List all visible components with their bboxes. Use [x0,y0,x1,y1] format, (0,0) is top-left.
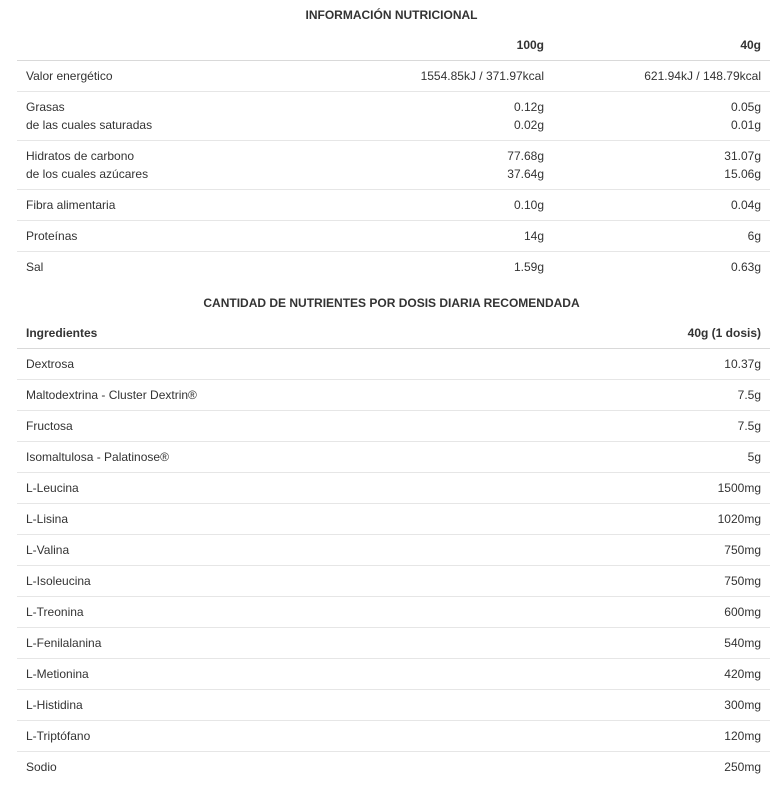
value-100g: 0.02g [513,118,544,132]
ingredient-name: L-Fenilalanina [17,628,525,659]
nutrient-name: Hidratos de carbono [26,149,135,163]
ingredient-name: Fructosa [17,411,525,442]
nutrition-title: INFORMACIÓN NUTRICIONAL [305,8,478,22]
ingredient-amount: 540mg [525,628,770,659]
ingredient-row [17,597,770,628]
ingredient-row [17,659,770,690]
ingredient-name: Maltodextrina - Cluster Dextrin® [17,380,525,411]
ingredient-row [17,349,770,380]
ingredients-header-amount: 40g (1 dosis) [525,318,770,349]
ingredient-name: Sodio [26,760,57,774]
nutrition-header-row [17,30,770,61]
nutrient-name: de las cuales saturadas [26,118,153,132]
ingredient-name: L-Treonina [17,597,525,628]
value-40g-cell [553,190,770,221]
ingredients-header-name: Ingredientes [17,318,525,349]
nutrient-name: Sal [26,260,44,274]
ingredient-amount: 250mg [724,760,761,774]
ingredient-name: Dextrosa [17,349,525,380]
ingredient-amount: 7.5g [525,380,770,411]
value-40g: 31.07g [724,149,761,163]
value-40g-cell [553,141,770,190]
nutrition-row [17,141,770,190]
value-40g-cell [553,221,770,252]
ingredient-row [17,411,770,442]
nutrition-row [17,252,770,283]
ingredient-row [17,380,770,411]
value-40g: 0.63g [730,260,761,274]
value-100g: 0.12g [513,100,544,114]
nutrient-name: Grasas [26,100,65,114]
ingredient-name: L-Leucina [17,473,525,504]
value-40g: 15.06g [724,167,761,181]
ingredient-name: Isomaltulosa - Palatinose® [17,442,525,473]
nutrient-name-cell [17,141,335,190]
nutrient-name-cell [17,221,335,252]
value-100g-cell [335,221,553,252]
nutrition-table [17,30,770,282]
ingredient-row [17,752,770,783]
ingredient-name: L-Lisina [17,504,525,535]
ingredient-name: L-Valina [17,535,525,566]
ingredient-amount: 300mg [525,690,770,721]
ingredient-amount: 1020mg [525,504,770,535]
value-100g: 37.64g [507,167,544,181]
ingredients-table [17,318,770,782]
ingredient-amount: 1500mg [525,473,770,504]
ingredient-name: L-Histidina [17,690,525,721]
ingredient-amount: 5g [525,442,770,473]
value-40g: 0.01g [730,118,761,132]
ingredient-row [17,628,770,659]
value-100g-cell [335,141,553,190]
ingredient-row [17,566,770,597]
nutrition-header-100g: 100g [335,30,553,61]
value-100g-cell [335,190,553,221]
value-40g: 621.94kJ / 148.79kcal [644,69,761,83]
ingredient-row [17,690,770,721]
value-100g-cell [335,92,553,141]
nutrient-name-cell [17,61,335,92]
ingredient-row [17,442,770,473]
nutrition-row [17,61,770,92]
value-40g-cell [553,252,770,283]
value-40g: 0.05g [730,100,761,114]
ingredient-row [17,721,770,752]
nutrient-name-cell [17,190,335,221]
value-40g: 0.04g [730,198,761,212]
ingredient-amount: 10.37g [525,349,770,380]
ingredient-row [17,504,770,535]
value-100g-cell [335,252,553,283]
ingredient-amount: 420mg [525,659,770,690]
ingredients-title: CANTIDAD DE NUTRIENTES POR DOSIS DIARIA RECOMENDADA [203,296,580,310]
ingredient-amount: 600mg [525,597,770,628]
value-100g: 1.59g [513,260,544,274]
nutrient-name: Fibra alimentaria [26,198,116,212]
nutrient-name: Proteínas [26,229,78,243]
value-100g: 14g [523,229,544,243]
nutrition-header-name [17,30,335,61]
nutrient-name-cell [17,252,335,283]
ingredient-name: L-Triptófano [17,721,525,752]
ingredient-amount: 750mg [525,566,770,597]
nutrient-name: de los cuales azúcares [26,167,149,181]
ingredient-amount: 120mg [525,721,770,752]
value-100g-cell [335,61,553,92]
ingredient-row [17,473,770,504]
value-100g: 1554.85kJ / 371.97kcal [420,69,544,83]
nutrition-row [17,92,770,141]
value-100g: 77.68g [507,149,544,163]
ingredient-amount: 7.5g [525,411,770,442]
ingredient-amount: 750mg [525,535,770,566]
ingredient-name: L-Metionina [17,659,525,690]
value-40g-cell [553,92,770,141]
ingredients-header-row [17,318,770,349]
value-40g-cell [553,61,770,92]
nutrition-row [17,190,770,221]
nutrition-row [17,221,770,252]
nutrition-header-40g: 40g [553,30,770,61]
nutrient-name-cell [17,92,335,141]
nutrient-name: Valor energético [26,69,113,83]
ingredient-name: L-Isoleucina [17,566,525,597]
value-100g: 0.10g [513,198,544,212]
value-40g: 6g [747,229,761,243]
ingredient-row [17,535,770,566]
